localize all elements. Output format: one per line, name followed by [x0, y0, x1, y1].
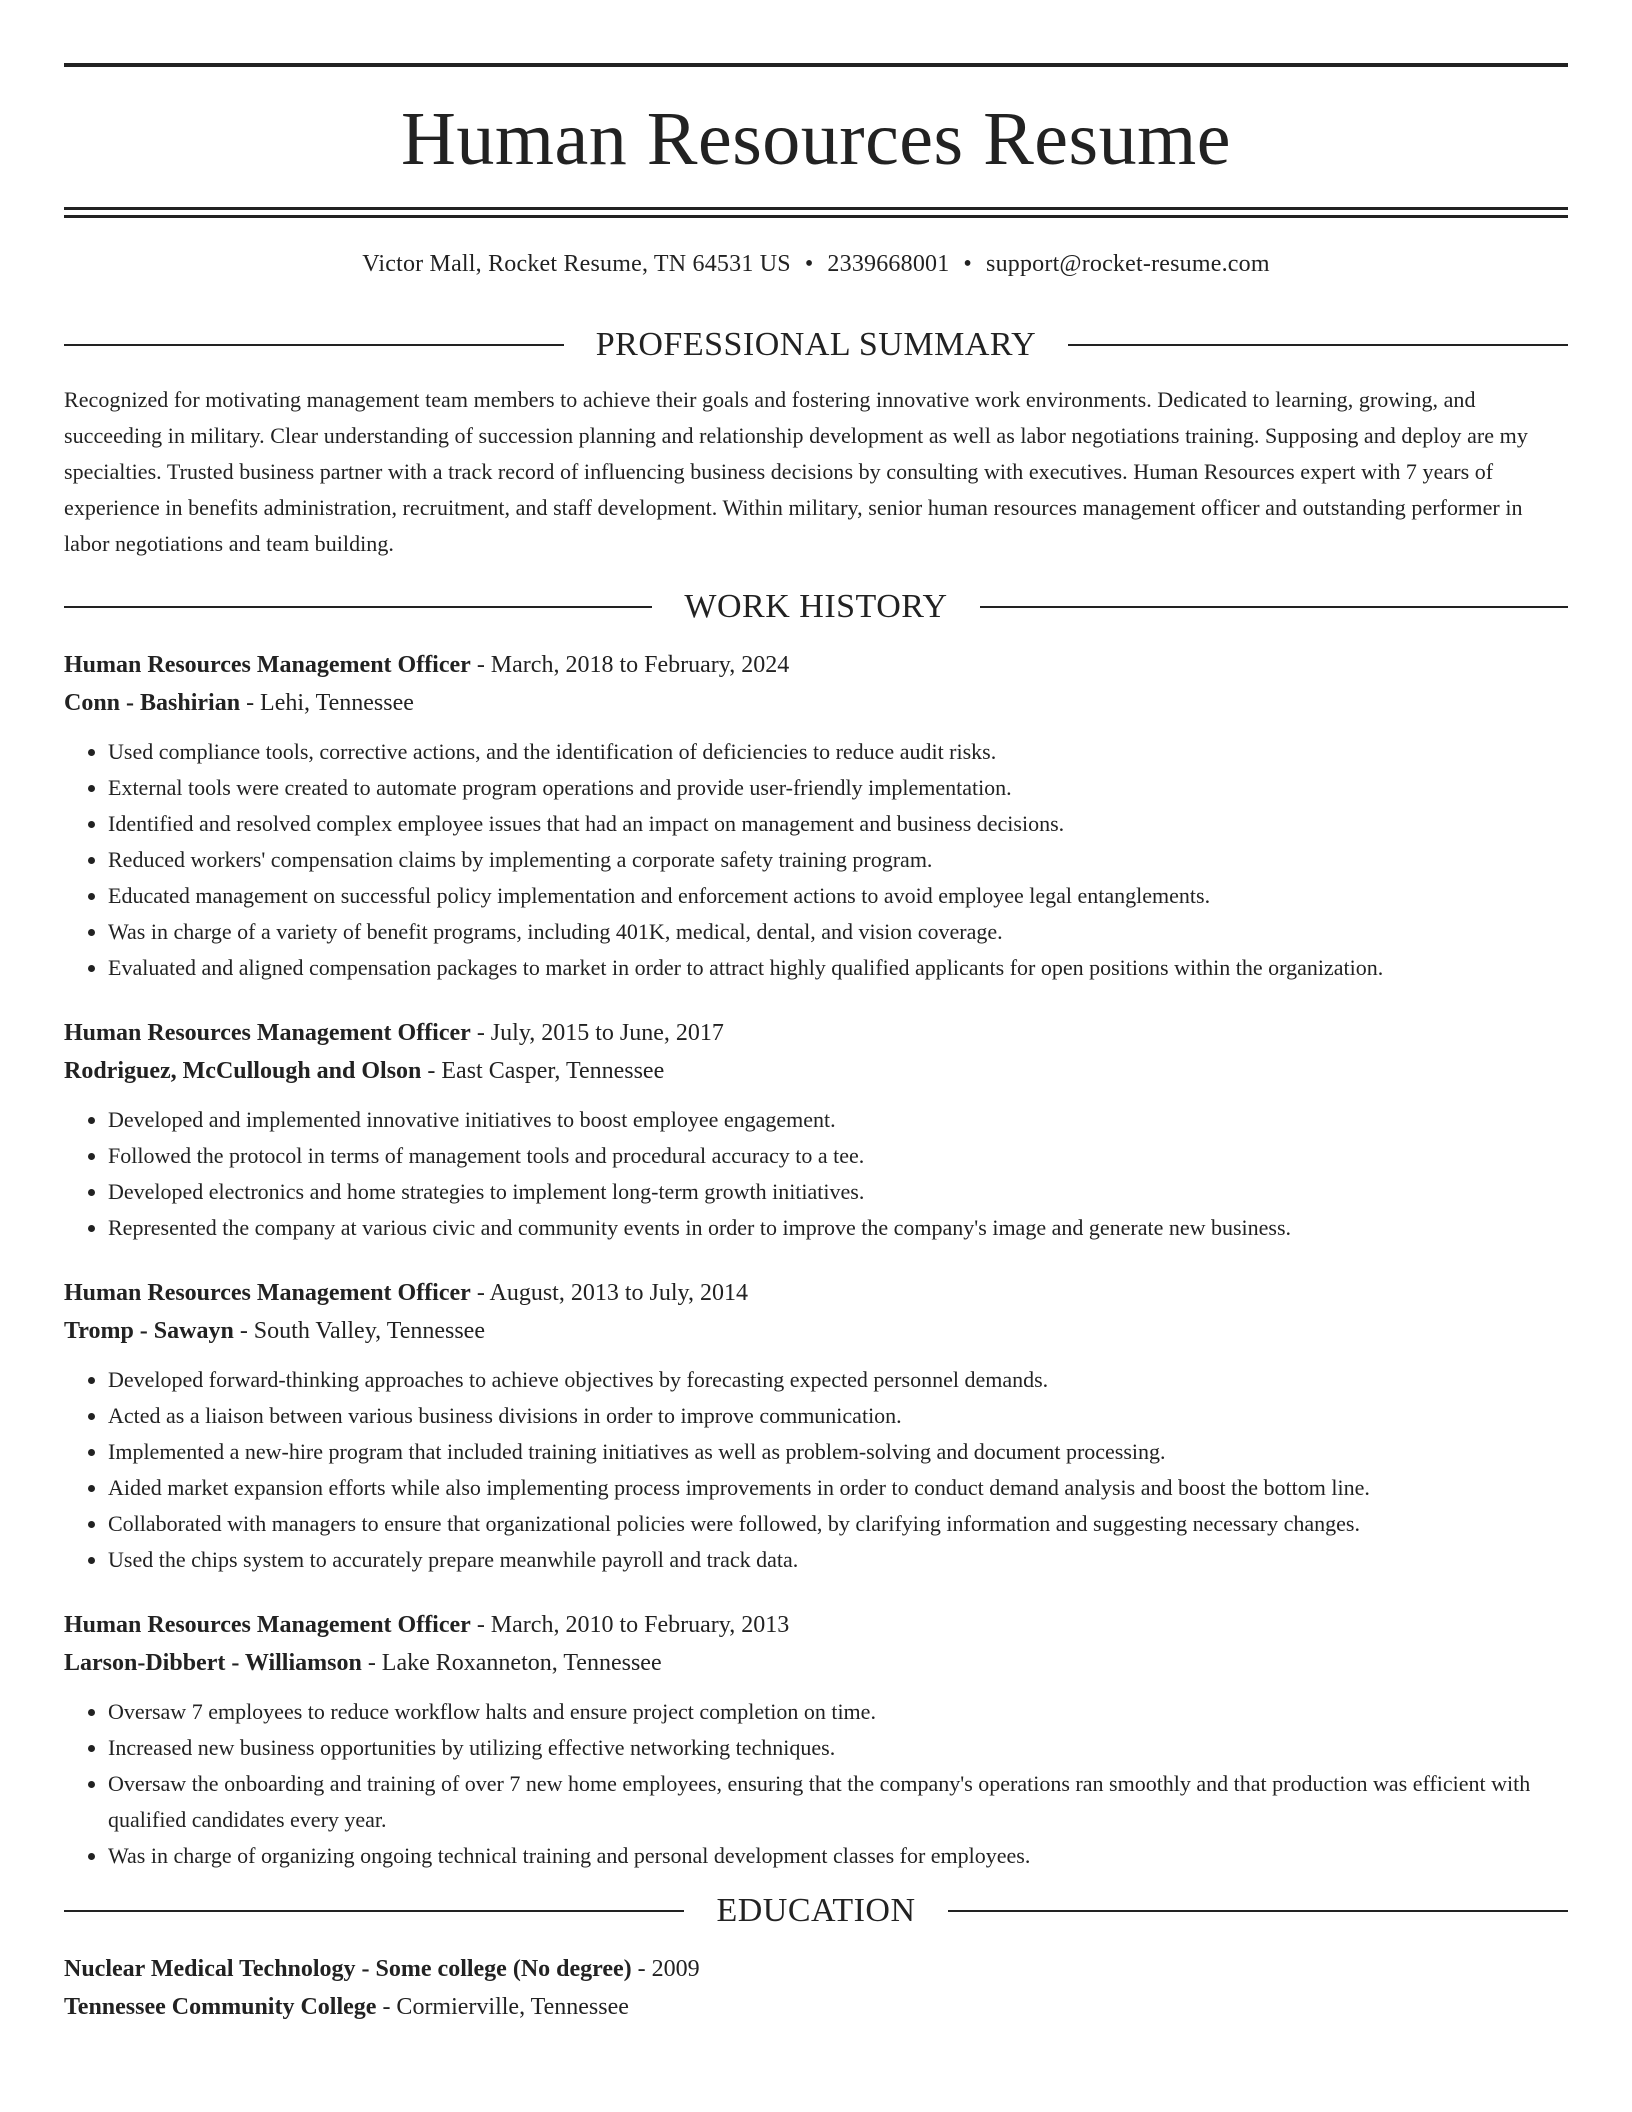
job-bullet: • Acted as a liaison between various business divisions in order to improve communication.: [108, 1398, 1568, 1434]
job-company: Conn - Bashirian: [64, 690, 241, 716]
resume-title: Human Resources Resume: [401, 97, 1231, 181]
job-company-line: [64, 1052, 1568, 1090]
job-bullet: • Aided market expansion efforts while also implementing process improvements in order to conduct demand analysis and boost the bottom line.: [108, 1470, 1568, 1506]
job-bullet: • Evaluated and aligned compensation packages to market in order to attract highly qualified applicants for open positions within the organization.: [108, 950, 1568, 986]
job-bullet: • Represented the company at various civic and community events in order to improve the company's image and generate new business.: [108, 1210, 1568, 1246]
education-section-title: EDUCATION: [716, 1892, 916, 1929]
job-company-line: [64, 1312, 1568, 1350]
education-entry: [64, 1950, 1568, 2026]
job-bullet: • Used compliance tools, corrective actions, and the identification of deficiencies to reduce audit risks.: [108, 734, 1568, 770]
job-location: - South Valley, Tennessee: [233, 1318, 485, 1344]
section-rule-right: [1068, 344, 1568, 346]
summary-section-title: PROFESSIONAL SUMMARY: [595, 326, 1037, 363]
job-bullet: • Educated management on successful policy implementation and enforcement actions to avoid employee legal entanglements.: [108, 878, 1568, 914]
job-bullet: • Developed electronics and home strategies to implement long-term growth initiatives.: [108, 1174, 1568, 1210]
job-bullet: • Reduced workers' compensation claims by implementing a corporate safety training program.: [108, 842, 1568, 878]
contact-email: support@rocket-resume.com: [986, 251, 1270, 277]
job-company: Larson-Dibbert - Williamson: [64, 1650, 362, 1676]
job-title-line: [64, 1274, 1568, 1312]
section-rule-right: [980, 606, 1568, 608]
job-entry: [64, 646, 1568, 986]
job-title-line: [64, 646, 1568, 684]
job-entry: [64, 1274, 1568, 1578]
job-company-line: [64, 1644, 1568, 1682]
job-title: Human Resources Management Officer: [64, 1020, 471, 1046]
title-double-rule: [64, 207, 1568, 218]
contact-separator: •: [963, 251, 973, 277]
work-section-title: WORK HISTORY: [684, 588, 948, 625]
job-bullet: • Developed forward-thinking approaches to achieve objectives by forecasting expected personnel demands.: [108, 1362, 1568, 1398]
job-bullet-list: [64, 1694, 1568, 1874]
job-bullet: • Was in charge of organizing ongoing technical training and personal development classes for employees.: [108, 1838, 1568, 1874]
job-company-line: [64, 684, 1568, 722]
work-section-header: [64, 590, 1568, 624]
job-bullet: • Increased new business opportunities by utilizing effective networking techniques.: [108, 1730, 1568, 1766]
job-dates: - August, 2013 to July, 2014: [470, 1280, 748, 1306]
job-location: - Lehi, Tennessee: [240, 690, 414, 716]
job-bullet: • Developed and implemented innovative initiatives to boost employee engagement.: [108, 1102, 1568, 1138]
job-title: Human Resources Management Officer: [64, 1612, 471, 1638]
job-location: - East Casper, Tennessee: [421, 1058, 665, 1084]
top-rule: [64, 63, 1568, 67]
section-rule-left: [64, 1910, 684, 1912]
job-location: - Lake Roxanneton, Tennessee: [361, 1650, 662, 1676]
job-bullet-list: [64, 1362, 1568, 1578]
job-bullet: • Implemented a new-hire program that included training initiatives as well as problem-solving and document processing.: [108, 1434, 1568, 1470]
section-rule-left: [64, 344, 564, 346]
job-dates: - March, 2018 to February, 2024: [470, 652, 790, 678]
summary-section-header: [64, 328, 1568, 362]
job-bullet: • Oversaw the onboarding and training of over 7 new home employees, ensuring that the company's operations ran smoothly and that production was efficient with qualified candidates every year.: [108, 1766, 1568, 1838]
job-bullet: • Was in charge of a variety of benefit programs, including 401K, medical, dental, and vision coverage.: [108, 914, 1568, 950]
job-entry: [64, 1606, 1568, 1874]
job-bullet: • External tools were created to automate program operations and provide user-friendly implementation.: [108, 770, 1568, 806]
job-bullet: • Collaborated with managers to ensure that organizational policies were followed, by clarifying information and suggesting necessary changes.: [108, 1506, 1568, 1542]
job-company: Tromp - Sawayn: [64, 1318, 234, 1344]
education-school-line: [64, 1988, 1568, 2026]
education-year: - 2009: [631, 1956, 700, 1982]
job-title-line: [64, 1606, 1568, 1644]
job-dates: - July, 2015 to June, 2017: [470, 1020, 724, 1046]
job-bullet-list: [64, 734, 1568, 986]
job-bullet: • Used the chips system to accurately prepare meanwhile payroll and track data.: [108, 1542, 1568, 1578]
job-bullet: • Identified and resolved complex employee issues that had an impact on management and business decisions.: [108, 806, 1568, 842]
contact-address: Victor Mall, Rocket Resume, TN 64531 US: [362, 251, 791, 277]
contact-separator: •: [804, 251, 814, 277]
job-title: Human Resources Management Officer: [64, 652, 471, 678]
education-school: Tennessee Community College: [64, 1994, 377, 2020]
job-bullet-list: [64, 1102, 1568, 1246]
job-bullet: • Oversaw 7 employees to reduce workflow halts and ensure project completion on time.: [108, 1694, 1568, 1730]
section-rule-right: [948, 1910, 1568, 1912]
professional-summary: Recognized for motivating management team members to achieve their goals and fostering innovative work environments. Dedicated to learning, growing, and succeeding in military. Clear understanding of succession planning and relationship development as well as labor negotiations training. Supposing and deploy are my specialties. Trusted business partner with a track record of influencing business decisions by consulting with executives. Human Resources expert with 7 years of experience in benefits administration, recruitment, and staff development. Within military, senior human resources management officer and outstanding performer in labor negotiations and team building.: [64, 387, 1528, 556]
job-title-line: [64, 1014, 1568, 1052]
section-rule-left: [64, 606, 652, 608]
job-title: Human Resources Management Officer: [64, 1280, 471, 1306]
job-entry: [64, 1014, 1568, 1246]
contact-line: [64, 252, 1568, 276]
job-company: Rodriguez, McCullough and Olson: [64, 1058, 422, 1084]
education-degree: Nuclear Medical Technology - Some college (No degree): [64, 1956, 632, 1982]
education-degree-line: [64, 1950, 1568, 1988]
contact-phone: 2339668001: [827, 251, 950, 277]
job-bullet: • Followed the protocol in terms of management tools and procedural accuracy to a tee.: [108, 1138, 1568, 1174]
education-section-header: [64, 1894, 1568, 1928]
job-dates: - March, 2010 to February, 2013: [470, 1612, 790, 1638]
education-location: - Cormierville, Tennessee: [376, 1994, 629, 2020]
